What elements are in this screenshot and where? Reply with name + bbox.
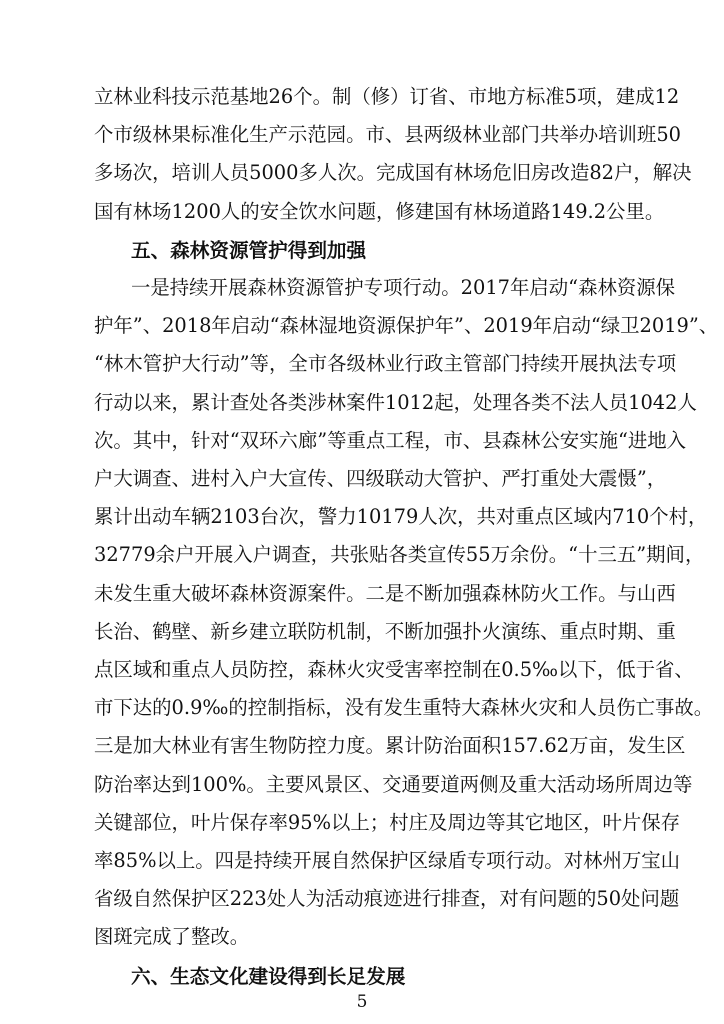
paragraph-line: 未发生重大破坏森林资源案件。二是不断加强森林防火工作。与山西	[94, 581, 676, 605]
paragraph-line: 多场次，培训人员5000多人次。完成国有林场危旧房改造82户，解决	[94, 161, 692, 185]
paragraph-line: 累计出动车辆2103台次，警力10179人次，共对重点区域内710个村，	[94, 505, 708, 529]
paragraph-line: 户大调查、进村入户大宣传、四级联动大管护、严打重处大震慑”，	[94, 467, 667, 490]
paragraph-line: 长治、鹤壁、新乡建立联防机制，不断加强扑火演练、重点时期、重	[94, 619, 676, 643]
paragraph-line: 点区域和重点人员防控，森林火灾受害率控制在0.5‰以下，低于省、	[94, 658, 694, 681]
paragraph-line: 32779余户开展入户调查，共张贴各类宣传55万余份。“十三五”期间，	[94, 543, 705, 567]
paragraph-line: 一是持续开展森林资源管护专项行动。2017年启动“森林资源保	[131, 276, 676, 299]
section-heading: 六、生态文化建设得到长足发展	[131, 964, 406, 988]
paragraph-line: 关键部位，叶片保存率95%以上；村庄及周边等其它地区，叶片保存	[94, 810, 681, 834]
paragraph-line: 市下达的0.9‰的控制指标，没有发生重特大森林火灾和人员伤亡事故。	[94, 696, 714, 720]
paragraph-line: 个市级林果标准化生产示范园。市、县两级林业部门共举办培训班50	[94, 123, 682, 147]
paragraph-line: 防治率达到100%。主要风景区、交通要道两侧及重大活动场所周边等	[94, 772, 693, 796]
paragraph-line: 行动以来，累计查处各类涉林案件1012起，处理各类不法人员1042人	[94, 390, 697, 414]
paragraph-line: 立林业科技示范基地26个。制（修）订省、市地方标准5项，建成12	[94, 85, 680, 108]
paragraph-line: 图斑完成了整改。	[94, 925, 250, 949]
paragraph-line: 省级自然保护区223处人为活动痕迹进行排查，对有问题的50处问题	[94, 887, 680, 911]
page-number: 5	[356, 992, 368, 1012]
paragraph-line: 三是加大林业有害生物防控力度。累计防治面积157.62万亩，发生区	[94, 734, 686, 758]
paragraph-line: 次。其中，针对“双环六廊”等重点工程，市、县森林公安实施“进地入	[94, 428, 687, 452]
paragraph-line: “林木管护大行动”等，全市各级林业行政主管部门持续开展执法专项	[94, 352, 677, 376]
paragraph-line: 护年”、2018年启动“森林湿地资源保护年”、2019年启动“绿卫2019”、	[94, 314, 719, 338]
paragraph-line: 国有林场1200人的安全饮水问题，修建国有林场道路149.2公里。	[94, 199, 665, 223]
paragraph-line: 率85%以上。四是持续开展自然保护区绿盾专项行动。对林州万宝山	[94, 849, 681, 872]
section-heading: 五、森林资源管护得到加强	[131, 238, 367, 262]
